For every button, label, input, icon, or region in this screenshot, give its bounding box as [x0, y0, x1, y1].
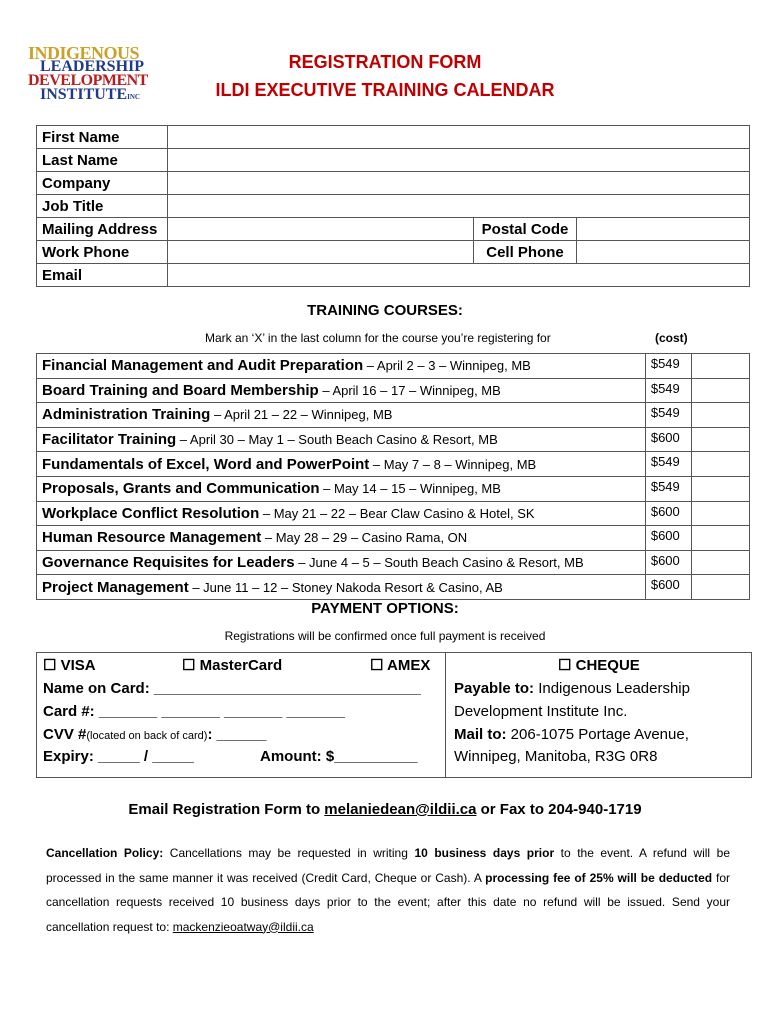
course-select-cell[interactable]: [691, 427, 749, 452]
course-row: [37, 501, 750, 526]
course-name: [37, 575, 646, 600]
cancellation-text-3: for cancellation requests received 10 business days prior to the event; after this date no refund will be issued. Send your cancellation request to:: [46, 870, 731, 934]
email-prefix: Email Registration Form to: [128, 801, 325, 818]
mail-label: Mail to:: [454, 726, 507, 743]
course-row: [37, 476, 750, 501]
email-suffix: or Fax to 204-940-1719: [476, 801, 642, 818]
course-row: [37, 550, 750, 575]
course-select-cell[interactable]: [691, 452, 749, 477]
course-select-cell[interactable]: [691, 476, 749, 501]
name-on-card-field[interactable]: Name on Card: ________________________________: [43, 680, 421, 697]
amount-field[interactable]: Amount: $__________: [260, 748, 418, 765]
cell-phone-field[interactable]: [577, 241, 750, 264]
course-cost: $549: [645, 378, 691, 403]
course-name: [37, 550, 646, 575]
course-name: [37, 378, 646, 403]
course-cost: $600: [645, 550, 691, 575]
course-details: – June 11 – 12 – Stoney Nakoda Resort & Casino, AB: [188, 579, 503, 595]
cvv-field[interactable]: [43, 726, 267, 743]
postal-code-label: Postal Code: [474, 218, 577, 241]
course-cost: $549: [645, 354, 691, 379]
course-details: – April 16 – 17 – Winnipeg, MB: [318, 382, 501, 398]
course-title: Governance Requisites for Leaders: [42, 554, 295, 572]
cell-phone-label: Cell Phone: [474, 241, 577, 264]
card-number-field[interactable]: Card #: _______ _______ _______ _______: [43, 703, 345, 720]
course-details: – June 4 – 5 – South Beach Casino & Resort, MB: [294, 555, 584, 571]
amex-checkbox[interactable]: ☐ AMEX: [370, 657, 431, 674]
courses-table: [36, 353, 750, 600]
training-heading: TRAINING COURSES:: [307, 302, 463, 319]
cheque-checkbox[interactable]: ☐ CHEQUE: [558, 657, 640, 674]
cheque-section: [446, 653, 751, 777]
course-title: Proposals, Grants and Communication: [42, 480, 320, 498]
course-cost: $600: [645, 526, 691, 551]
company-field[interactable]: [168, 172, 750, 195]
cancellation-bold-2: processing fee of 25% will be deducted: [485, 870, 713, 885]
form-title: REGISTRATION FORM: [288, 52, 482, 72]
payable-value: Indigenous Leadership: [534, 680, 690, 697]
registrant-info-table: [36, 125, 750, 287]
mastercard-checkbox[interactable]: ☐ MasterCard: [182, 657, 283, 674]
first-name-field[interactable]: [168, 126, 750, 149]
work-phone-field[interactable]: [168, 241, 474, 264]
cost-label: (cost): [655, 331, 688, 345]
form-subtitle: ILDI EXECUTIVE TRAINING CALENDAR: [215, 80, 555, 100]
course-cost: $549: [645, 452, 691, 477]
course-name: [37, 354, 646, 379]
cancellation-policy: [46, 841, 730, 939]
cvv-note: (located on back of card): [86, 730, 208, 742]
course-row: [37, 526, 750, 551]
registration-email-link[interactable]: melaniedean@ildii.ca: [324, 801, 477, 818]
course-title: Administration Training: [42, 406, 211, 424]
mail-to-line2: Winnipeg, Manitoba, R3G 0R8: [454, 748, 658, 765]
payment-box: [36, 652, 752, 778]
postal-code-field[interactable]: [577, 218, 750, 241]
course-details: – May 7 – 8 – Winnipeg, MB: [369, 456, 537, 472]
expiry-field[interactable]: Expiry: _____ / _____: [43, 748, 194, 765]
training-instruction: Mark an ‘X’ in the last column for the course you’re registering for: [205, 331, 551, 345]
first-name-label: First Name: [37, 126, 168, 149]
course-name: [37, 427, 646, 452]
mailing-address-label: Mailing Address: [37, 218, 168, 241]
cvv-label: CVV #: [43, 726, 87, 743]
course-title: Financial Management and Audit Preparation: [42, 357, 364, 375]
course-title: Workplace Conflict Resolution: [42, 504, 260, 522]
course-details: – May 28 – 29 – Casino Rama, ON: [261, 530, 468, 546]
payable-to: [454, 680, 690, 697]
cancellation-bold-1: 10 business days prior: [414, 846, 555, 860]
course-row: [37, 354, 750, 379]
course-name: [37, 501, 646, 526]
email-field[interactable]: [168, 264, 750, 287]
course-name: [37, 476, 646, 501]
course-title: Facilitator Training: [42, 431, 177, 449]
course-title: Fundamentals of Excel, Word and PowerPoint: [42, 455, 370, 473]
mail-to: [454, 726, 689, 743]
job-title-field[interactable]: [168, 195, 750, 218]
course-title: Project Management: [42, 578, 189, 596]
email-label: Email: [37, 264, 168, 287]
payment-heading: PAYMENT OPTIONS:: [311, 600, 459, 617]
payment-note: Registrations will be confirmed once full payment is received: [224, 629, 546, 643]
last-name-label: Last Name: [37, 149, 168, 172]
logo-line-2: LEADERSHIP: [40, 58, 145, 75]
course-select-cell[interactable]: [691, 501, 749, 526]
course-details: – April 30 – May 1 – South Beach Casino & Resort, MB: [176, 432, 498, 448]
cancellation-text-1: Cancellations may be requested in writing: [163, 846, 415, 860]
company-label: Company: [37, 172, 168, 195]
course-row: [37, 378, 750, 403]
course-details: – May 14 – 15 – Winnipeg, MB: [319, 481, 501, 497]
email-instruction: [0, 801, 770, 818]
work-phone-label: Work Phone: [37, 241, 168, 264]
course-name: [37, 452, 646, 477]
course-details: – May 21 – 22 – Bear Claw Casino & Hotel, SK: [259, 505, 535, 521]
cancellation-label: Cancellation Policy:: [46, 846, 164, 860]
course-cost: $600: [645, 501, 691, 526]
course-select-cell[interactable]: [691, 550, 749, 575]
course-select-cell[interactable]: [691, 526, 749, 551]
course-title: Board Training and Board Membership: [42, 381, 319, 399]
course-title: Human Resource Management: [42, 529, 262, 547]
cvv-line: : ______: [207, 726, 267, 743]
course-select-cell[interactable]: [691, 378, 749, 403]
last-name-field[interactable]: [168, 149, 750, 172]
visa-checkbox[interactable]: ☐ VISA: [43, 657, 96, 674]
course-row: [37, 427, 750, 452]
payable-label: Payable to:: [454, 680, 535, 697]
course-cost: $549: [645, 403, 691, 428]
cancellation-email-link[interactable]: mackenzieoatway@ildii.ca: [172, 919, 314, 934]
course-name: [37, 526, 646, 551]
credit-card-section: [37, 653, 446, 777]
cancellation-text-2: to the event. A refund will be processed in the same manner it was received (Credit Card, Cheque or Cash). A: [46, 846, 730, 885]
course-name: [37, 403, 646, 428]
course-select-cell[interactable]: [691, 575, 749, 600]
job-title-label: Job Title: [37, 195, 168, 218]
payable-to-line2: Development Institute Inc.: [454, 703, 628, 720]
course-cost: $549: [645, 476, 691, 501]
logo-line-4-text: INSTITUTE: [40, 86, 128, 103]
course-details: – April 21 – 22 – Winnipeg, MB: [210, 407, 393, 423]
course-row: [37, 575, 750, 600]
course-select-cell[interactable]: [691, 354, 749, 379]
course-row: [37, 452, 750, 477]
mail-value: 206-1075 Portage Avenue,: [506, 726, 689, 743]
course-select-cell[interactable]: [691, 403, 749, 428]
mailing-address-field[interactable]: [168, 218, 474, 241]
logo-inc: INC: [127, 93, 140, 101]
course-cost: $600: [645, 575, 691, 600]
logo-line-1: INDIGENOUS: [28, 43, 140, 63]
logo-line-3: DEVELOPMENT: [28, 72, 148, 89]
course-cost: $600: [645, 427, 691, 452]
course-details: – April 2 – 3 – Winnipeg, MB: [363, 358, 531, 374]
course-row: [37, 403, 750, 428]
